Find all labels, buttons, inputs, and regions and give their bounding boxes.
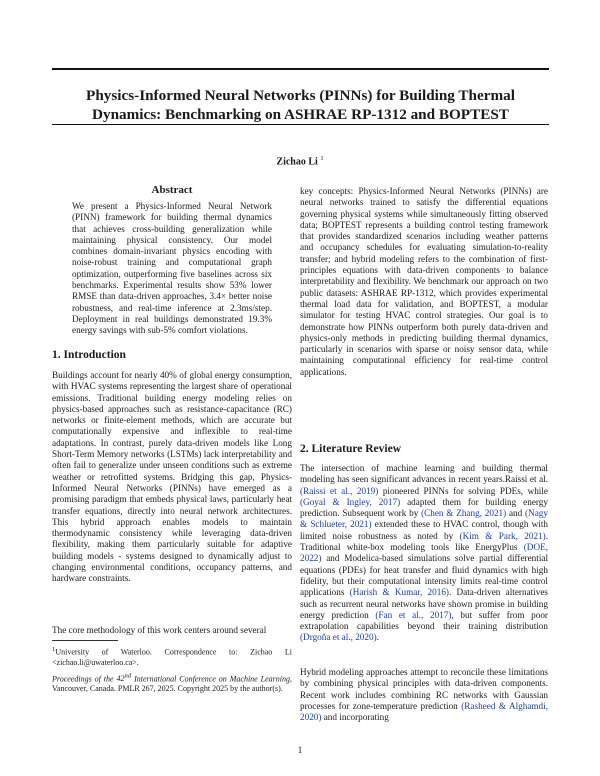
title-top-rule <box>52 68 549 70</box>
lit-text: and incorporating <box>321 712 389 723</box>
citation-link[interactable]: (Kim & Park, 2021) <box>459 530 546 541</box>
lit-text: adapted them for building energy prediction. Subsequent work by <box>300 496 548 519</box>
paper-title: Physics-Informed Neural Networks (PINNs) for Building Thermal Dynamics: Benchmarking on ASHRAE RP-1312 and BOPTEST <box>86 87 515 123</box>
author-line <box>0 153 600 168</box>
lit-text: and <box>506 508 526 519</box>
proceedings-ordinal: nd <box>124 672 132 680</box>
lit-text: , but suffer from poor extrapolation capabilities beyond their training distribution <box>300 609 548 632</box>
citation-link[interactable]: (Chen & Zhang, 2021) <box>421 508 507 519</box>
introduction-paragraph-2: The core methodology of this work centers around several <box>52 625 267 635</box>
abstract-text: We present a Physics-Informed Neural Network (PINN) framework for building thermal dynamics that achieves cross-building generalization while maintaining physical consistency. Our model combines domain-invariant physics encoding with noise-robust training and computational graph optimization, outperforming five baselines across six benchmarks. Experimental results show 53% lower RMSE than data-driven approaches, 3.4× better noise robustness, and real-time inference at 2.3ms/step. Deployment in real buildings demonstrated 19.3% energy savings with sub-5% comfort violations. <box>72 201 272 336</box>
introduction-paragraph-1: Buildings account for nearly 40% of global energy consumption, with HVAC systems representing the largest share of operational emissions. Traditional building energy modeling relies on physics-based approaches such as resistance-capacitance (RC) networks or finite-element methods, which are accurate but computationally expensive and inflexible to real-time adaptations. In contrast, purely data-driven models like Long Short-Term Memory networks (LSTMs) lack interpretability and often fail to generalize under unseen conditions such as extreme weather or retrofitted systems. Bridging this gap, Physics-Informed Neural Networks (PINNs) have emerged as a promising paradigm that embeds physical laws, particularly heat transfer equations, directly into neural network architectures. This hybrid approach enables models to maintain thermodynamic consistency while leveraging data-driven flexibility, making them particularly suitable for adaptive building models - systems designed to dynamically adjust to changing environmental conditions, occupancy patterns, and hardware constraints. <box>52 370 292 584</box>
lit-text: . Traditional white-box modeling tools like EnergyPlus <box>300 530 548 553</box>
citation-link[interactable]: (Nagy & Schlueter, 2021) <box>300 508 548 530</box>
title-bottom-rule <box>52 124 549 125</box>
literature-paragraph-1 <box>300 463 548 644</box>
lit-text: Hybrid modeling approaches attempt to reconcile these limitations by combining physical principles with data-driven components. Recent work includes combining RC networks with Gaussian processes for zone-temperature prediction <box>300 667 548 711</box>
section-heading-introduction: 1. Introduction <box>52 349 126 361</box>
proceedings-prefix: Proceedings of the <box>52 674 117 684</box>
proceedings-details: , Vancouver, Canada. PMLR 267, 2025. Copyright 2025 by the author(s). <box>52 674 292 694</box>
author-name: Zichao Li <box>276 156 318 168</box>
footnote-mark: 1 <box>52 646 56 653</box>
page-number: 1 <box>297 746 303 756</box>
citation-link[interactable]: (DOE, 2022) <box>300 542 548 564</box>
lit-text: and Modelica-based simulations solve partial differential equations (PDEs) for heat transfer and fluid dynamics with high fidelity, but their computational intensity limits real-time control applications <box>300 553 548 598</box>
lit-text: . Data-driven alternatives such as recurrent neural networks have shown promise in building energy prediction <box>300 587 548 620</box>
citation-link[interactable]: (Rasheed & Alghamdi, 2020) <box>300 700 548 723</box>
citation-link[interactable]: (Raissi et al., 2019) <box>300 485 379 496</box>
proceedings-conference: International Conference on Machine Learning <box>131 674 290 684</box>
literature-paragraph-2 <box>300 667 548 723</box>
author-affiliation-mark: 1 <box>320 155 324 162</box>
section-heading-literature-review: 2. Literature Review <box>300 443 402 455</box>
citation-link[interactable]: (Goyal & Ingley, 2017) <box>300 496 401 507</box>
footnote-rule <box>52 640 118 641</box>
citation-link[interactable]: (Drgoňa et al., 2020) <box>300 632 377 643</box>
footnote-affiliation-text: University of Waterloo. Correspondence to: Zichao Li <zichao.li@uwaterloo.ca>. <box>52 647 292 667</box>
abstract-heading: Abstract <box>151 184 193 196</box>
footnote-affiliation <box>52 645 292 668</box>
lit-text: pioneered PINNs for solving PDEs, while <box>378 485 548 496</box>
citation-link[interactable]: (Harish & Kumar, 2016) <box>349 587 449 598</box>
footnote <box>52 645 292 698</box>
citation-link[interactable]: (Fan et al., 2017) <box>375 609 452 620</box>
footnote-proceedings <box>52 672 292 695</box>
proceedings-number-value: 42 <box>116 674 125 684</box>
lit-text: extended these to HVAC control, though with limited noise robustness as noted by <box>300 519 548 541</box>
proceedings-number <box>117 674 132 683</box>
lit-text: . <box>376 632 379 643</box>
introduction-continuation: key concepts: Physics-Informed Neural Networks (PINNs) are neural networks trained to satisfy the differential equations governing physical systems while simultaneously fitting observed data; BOPTEST represents a building control testing framework that provides standardized scenarios including weather patterns and occupancy schedules for evaluating simulation-to-reality transfer; and hybrid modeling refers to the combination of first-principles equations with data-driven components to balance interpretability and flexibility. We benchmark our approach on two public datasets: ASHRAE RP-1312, which provides experimental thermal load data for validation, and BOPTEST, a modular simulator for testing HVAC control strategies. Our goal is to demonstrate how PINNs outperform both purely data-driven and physics-only methods in predicting building thermal dynamics, particularly in scenarios with sparse or noisy sensor data, while maintaining computational efficiency for real-time control applications. <box>300 186 548 377</box>
lit-text: The intersection of machine learning and building thermal modeling has seen significant advances in recent years.Raissi et al. <box>300 463 548 485</box>
